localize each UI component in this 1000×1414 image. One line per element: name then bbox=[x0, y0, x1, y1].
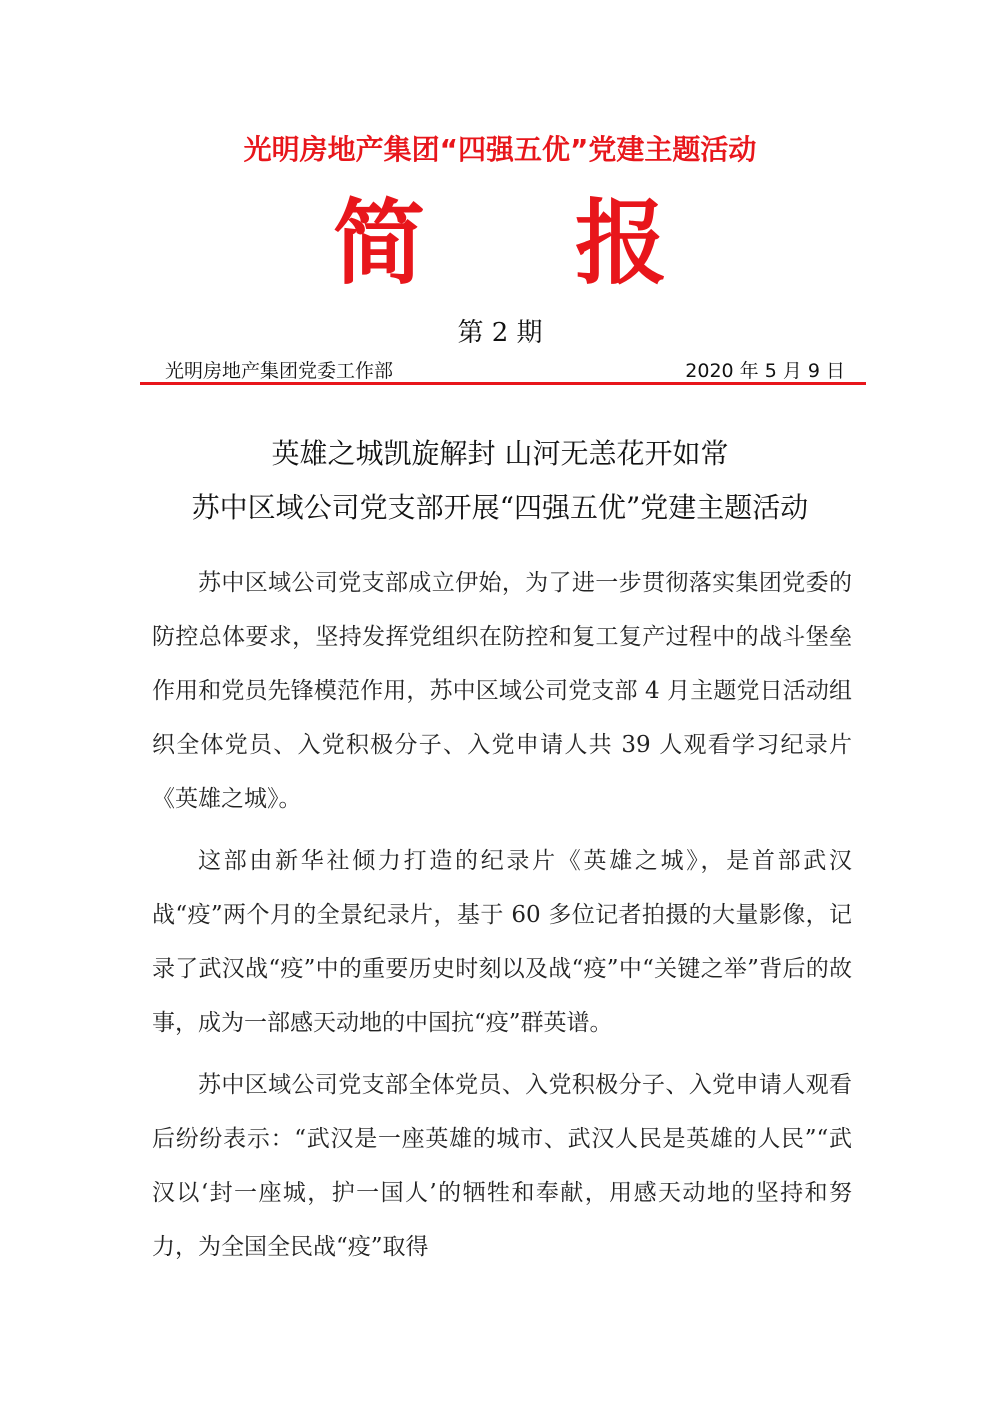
article-headline-line-1: 英雄之城凯旋解封 山河无恙花开如常 bbox=[271, 437, 729, 470]
masthead-char-2: 报 bbox=[575, 189, 668, 297]
issuing-department: 光明房地产集团党委工作部 bbox=[165, 360, 394, 382]
issue-date: 2020 年 5 月 9 日 bbox=[685, 360, 845, 382]
red-divider-rule bbox=[140, 382, 866, 385]
article-headline-line-2: 苏中区域公司党支部开展“四强五优”党建主题活动 bbox=[191, 491, 809, 524]
article-paragraph-3: 苏中区域公司党支部全体党员、入党积极分子、入党申请人观看后纷纷表示：“武汉是一座英雄的城市、武汉人民是英雄的人民”“武汉以‘封一座城，护一国人’的牺牲和奉献，用感天动地的坚持和努力，为全国全民战“疫”取得 bbox=[152, 1072, 852, 1260]
article-paragraph-1: 苏中区域公司党支部成立伊始，为了进一步贯彻落实集团党委的防控总体要求，坚持发挥党组织在防控和复工复产过程中的战斗堡垒作用和党员先锋模范作用，苏中区域公司党支部 4 月主题党日活动组织全体党员、入党积极分子、入党申请人共 39 人观看学习纪录片《英雄之城》。 bbox=[152, 570, 852, 812]
article-body bbox=[152, 556, 852, 1282]
article-paragraph-2: 这部由新华社倾力打造的纪录片《英雄之城》，是首部武汉战“疫”两个月的全景纪录片，基于 60 多位记者拍摄的大量影像，记录了武汉战“疫”中的重要历史时刻以及战“疫”中“关键之举”背后的故事，成为一部感天动地的中国抗“疫”群英谱。 bbox=[152, 848, 852, 1036]
bulletin-org-title: 光明房地产集团“四强五优”党建主题活动 bbox=[243, 133, 757, 166]
issue-number: 第 2 期 bbox=[457, 318, 543, 348]
bulletin-masthead bbox=[0, 188, 1000, 298]
masthead-char-1: 简 bbox=[332, 189, 425, 297]
